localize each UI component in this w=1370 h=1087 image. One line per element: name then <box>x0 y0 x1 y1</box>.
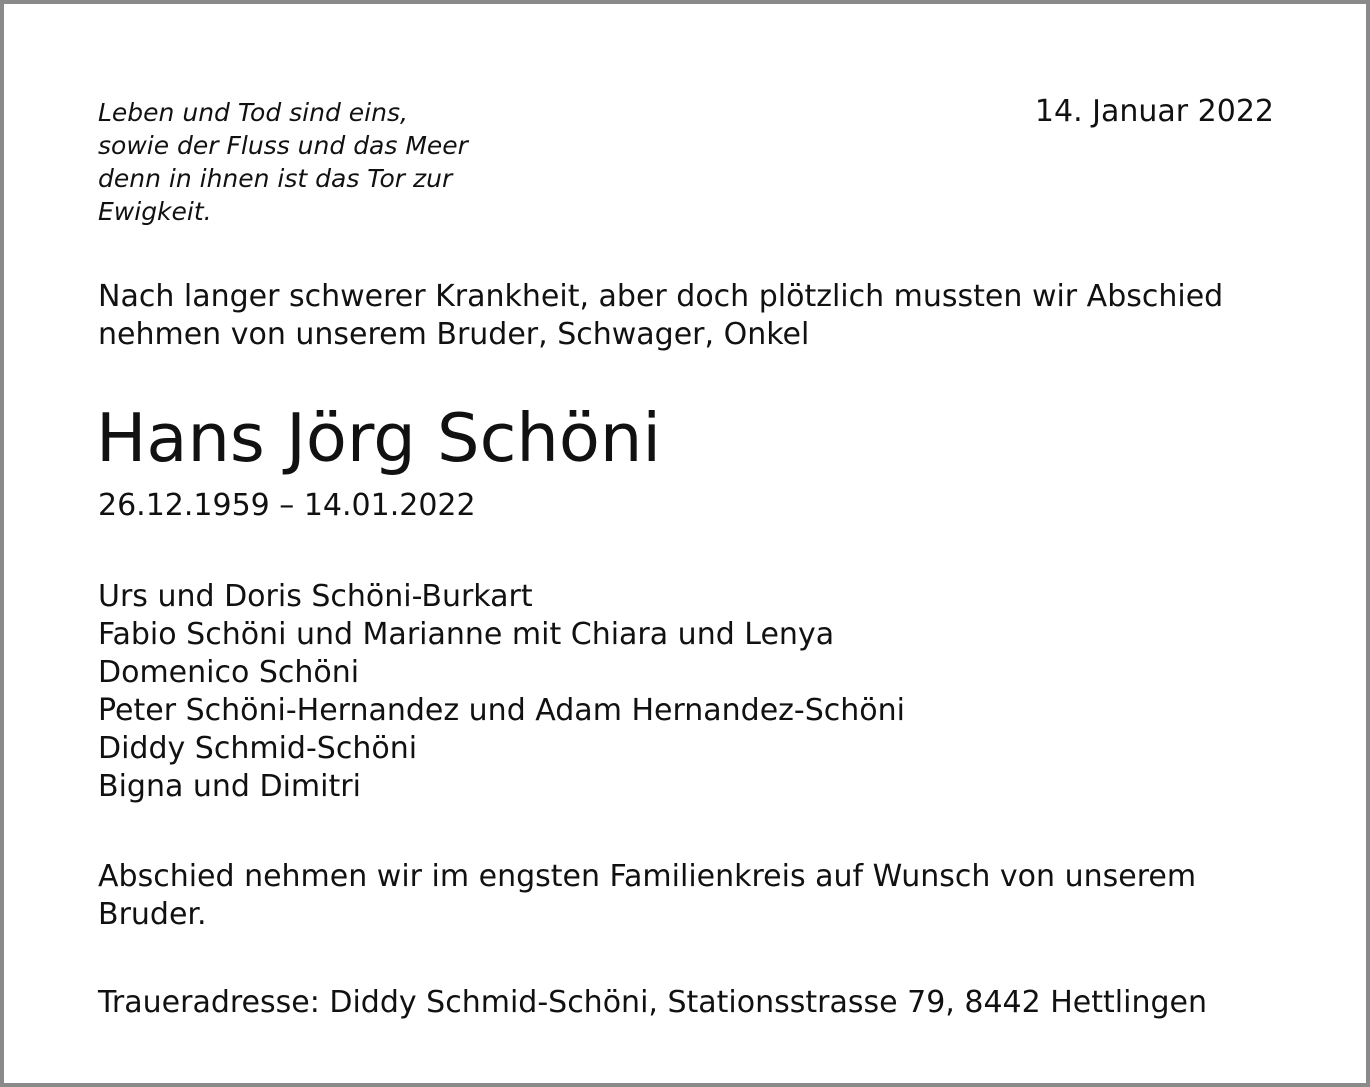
quote-line: Ewigkeit. <box>98 197 212 226</box>
farewell-line: Abschied nehmen wir im engsten Familienkreis auf Wunsch von unserem <box>98 859 1197 894</box>
notice-date: 14. Januar 2022 <box>1034 94 1274 129</box>
quote-line: sowie der Fluss und das Meer <box>98 131 468 160</box>
deceased-name: Hans Jörg Schöni <box>96 399 661 477</box>
mourner-item: Diddy Schmid-Schöni <box>98 731 418 766</box>
quote-line: Leben und Tod sind eins, <box>98 98 408 127</box>
mourner-item: Domenico Schöni <box>98 655 360 690</box>
mourner-item: Urs und Doris Schöni-Burkart <box>98 579 533 614</box>
mourning-address: Traueradresse: Diddy Schmid-Schöni, Stationsstrasse 79, 8442 Hettlingen <box>98 985 1207 1020</box>
intro-line: Nach langer schwerer Krankheit, aber doch plötzlich mussten wir Abschied <box>98 279 1224 314</box>
quote-line: denn in ihnen ist das Tor zur <box>98 164 453 193</box>
farewell-text <box>98 858 1196 934</box>
mourner-item: Fabio Schöni und Marianne mit Chiara und Lenya <box>98 617 835 652</box>
mourner-item: Bigna und Dimitri <box>98 769 361 804</box>
intro-line: nehmen von unserem Bruder, Schwager, Onkel <box>98 317 810 352</box>
mourner-item: Peter Schöni-Hernandez und Adam Hernandez-Schöni <box>98 693 906 728</box>
quote-block <box>98 96 468 228</box>
intro-text <box>98 278 1223 354</box>
life-dates: 26.12.1959 – 14.01.2022 <box>98 488 476 523</box>
mourners-list <box>98 578 905 806</box>
farewell-line: Bruder. <box>98 897 207 932</box>
